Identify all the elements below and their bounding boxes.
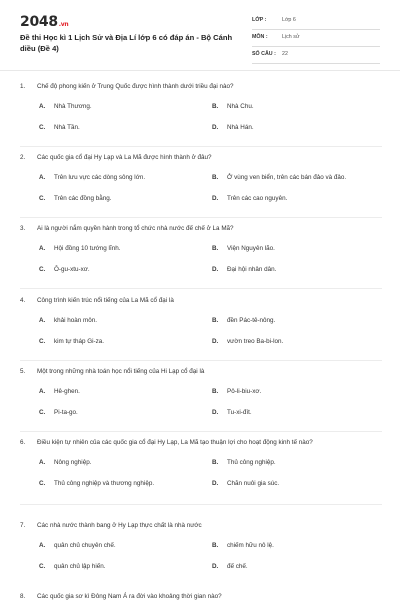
question-number: 2. (20, 154, 26, 161)
page-title: Đề thi Học kì 1 Lịch Sử và Địa Lí lớp 6 có đáp án - Bộ Cánh diều (Đề 4) (20, 33, 233, 53)
question-7: 7. Các nhà nước thành bang ở Hy Lạp thực chất là nhà nước A. quân chủ chuyên chế. B. chiếm hữu nô lệ. C. quân chủ lập hiến. D. đế chế. (20, 522, 274, 570)
question-text: Các quốc gia cổ đại Hy Lạp và La Mã được hình thành ở đâu? (37, 154, 212, 161)
question-4: 4. Công trình kiến trúc nổi tiếng của La Mã cổ đại là A. khải hoàn môn. B. đền Pác-tê-nông. C. kim tự tháp Gi-za. D. vườn treo Ba-bi-lon. (20, 295, 382, 361)
exam-meta (252, 16, 380, 67)
question-number: 7. (20, 522, 26, 529)
question-number: 3. (20, 225, 26, 232)
meta-key: MÔN : (252, 34, 268, 40)
question-6: 6. Điều kiện tự nhiên của các quốc gia cổ đại Hy Lạp, La Mã tạo thuận lợi cho hoạt động kinh tế nào? A. Nông nghiệp. B. Thủ công nghiệp. C. Thủ công nghiệp và thương nghiệp. D. Chăn nuôi gia súc. (20, 437, 382, 505)
meta-value: Lịch sử (282, 34, 300, 40)
question-3: 3. Ai là người nắm quyền hành trong tổ chức nhà nước đế chế ở La Mã? A. Hội đồng 10 tướng lĩnh. B. Viện Nguyên lão. C. Ô-gu-xtu-xơ. D. Đại hội nhân dân. (20, 223, 382, 289)
header-divider (0, 70, 400, 71)
question-number: 5. (20, 368, 26, 375)
question-text: Ai là người nắm quyền hành trong tổ chức nhà nước đế chế ở La Mã? (37, 225, 234, 232)
meta-key: SỐ CÂU : (252, 51, 276, 57)
meta-value: 22 (282, 51, 288, 57)
meta-key: LỚP : (252, 17, 267, 23)
question-1: 1. Chế độ phong kiến ở Trung Quốc được hình thành dưới triều đại nào? A. Nhà Thương. B. Nhà Chu. C. Nhà Tần. D. Nhà Hán. (20, 81, 382, 147)
question-text: Công trình kiến trúc nổi tiếng của La Mã cổ đại là (37, 297, 174, 304)
question-text: Các quốc gia sơ kì Đông Nam Á ra đời vào khoảng thời gian nào? (37, 593, 222, 600)
question-number: 6. (20, 439, 26, 446)
question-text: Chế độ phong kiến ở Trung Quốc được hình thành dưới triều đại nào? (37, 83, 234, 90)
question-2: 2. Các quốc gia cổ đại Hy Lạp và La Mã được hình thành ở đâu? A. Trên lưu vực các dòng sông lớn. B. Ở vùng ven biển, trên các bán đảo và đảo. C. Trên các đồng bằng. D. Trên các cao nguyên. (20, 152, 382, 218)
meta-row-count (252, 50, 380, 64)
meta-value: Lớp 6 (282, 17, 296, 23)
question-5: 5. Một trong những nhà toán học nổi tiếng của Hi Lạp cổ đại là A. Hê-ghen. B. Pô-li-biu-xơ. C. Pi-ta-go. D. Tu-xi-đít. (20, 366, 382, 432)
question-text: Các nhà nước thành bang ở Hy Lạp thực chất là nhà nước (37, 522, 202, 529)
question-number: 4. (20, 297, 26, 304)
question-number: 8. (20, 593, 26, 600)
page-header (0, 0, 400, 66)
meta-row-subject (252, 33, 380, 47)
question-text: Điều kiện tự nhiên của các quốc gia cổ đại Hy Lạp, La Mã tạo thuận lợi cho hoạt động kinh tế nào? (37, 439, 313, 446)
question-text: Một trong những nhà toán học nổi tiếng của Hi Lạp cổ đại là (37, 368, 205, 375)
question-8 (20, 591, 382, 602)
site-logo[interactable]: 2048.vn (20, 14, 69, 30)
question-number: 1. (20, 83, 26, 90)
meta-row-class (252, 16, 380, 30)
